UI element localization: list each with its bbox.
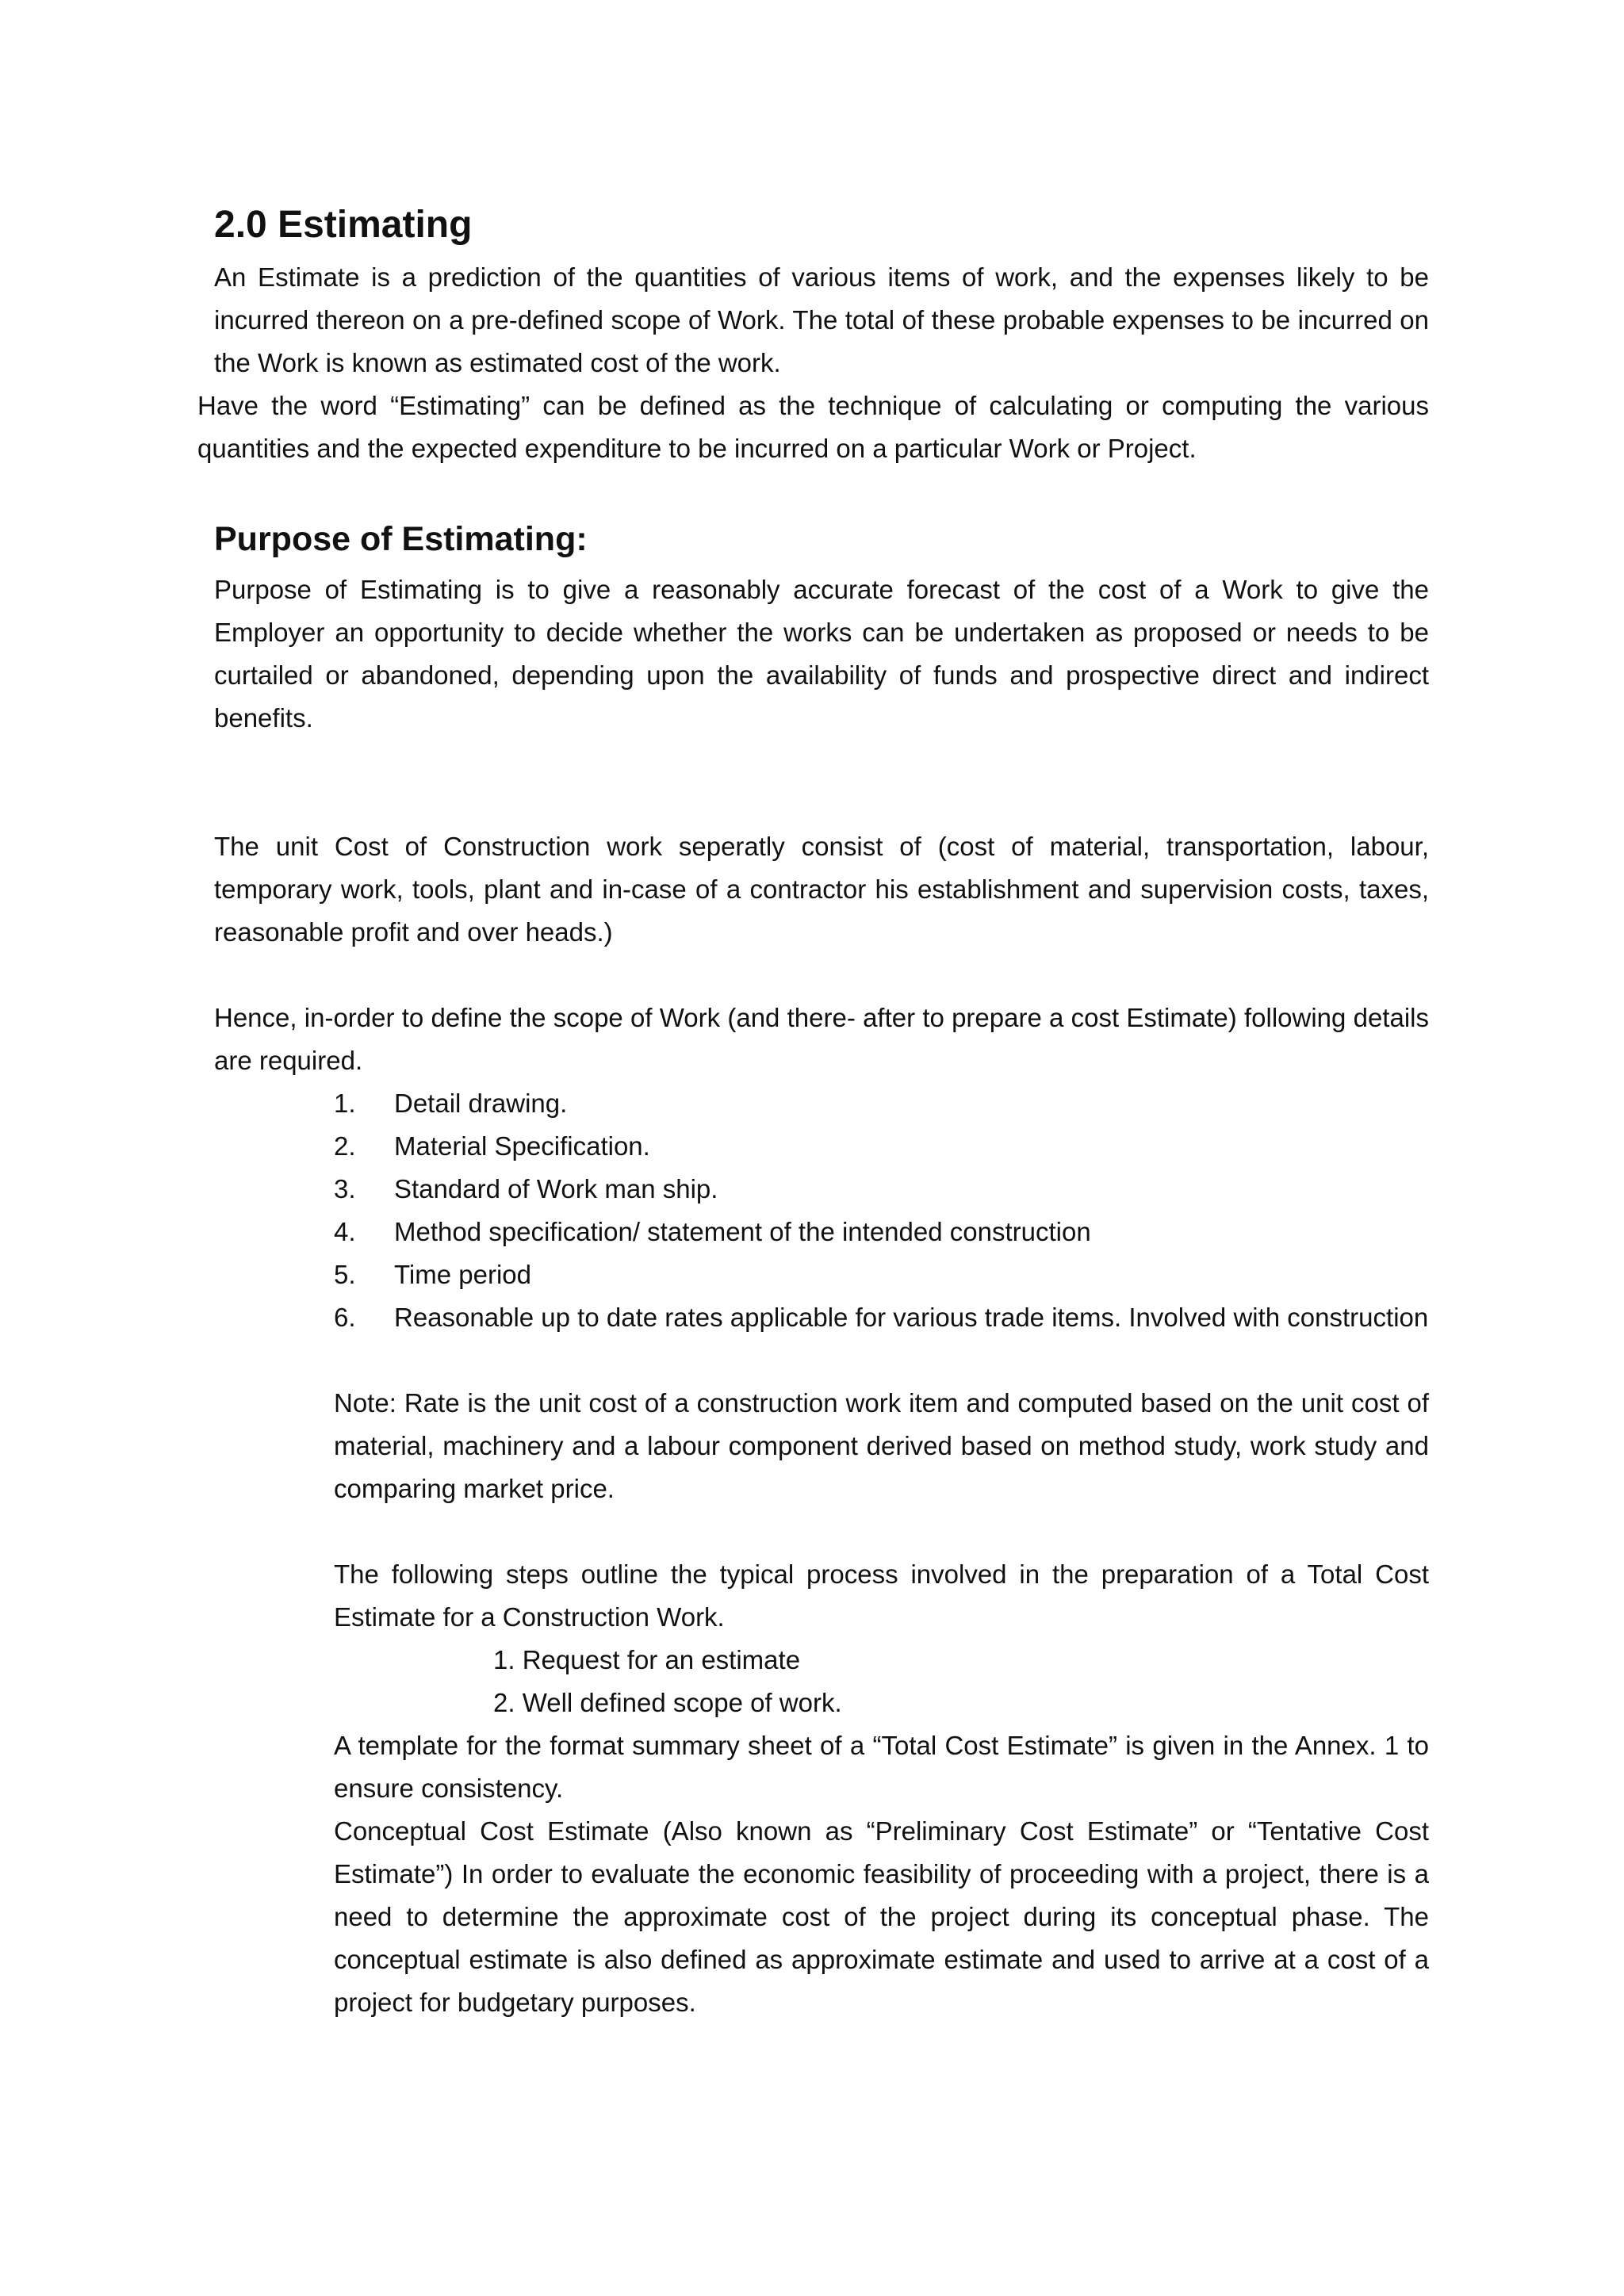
section-heading: 2.0 Estimating <box>214 204 473 246</box>
hence-paragraph: Hence, in-order to define the scope of Work (and there- after to prepare a cost Estimate) following details are required. <box>214 1003 1429 1075</box>
details-list <box>334 1082 1429 1339</box>
template-note-paragraph: A template for the format summary sheet of a “Total Cost Estimate” is given in the Annex. 1 to ensure consistency. <box>334 1731 1429 1803</box>
list-item-text: Detail drawing. <box>394 1089 568 1118</box>
list-item <box>334 1253 1429 1296</box>
definition-paragraph: Have the word “Estimating” can be defined as the technique of calculating or computing the various quantities and the expected expenditure to be incurred on a particular Work or Project. <box>197 391 1429 463</box>
purpose-paragraph: Purpose of Estimating is to give a reasonably accurate forecast of the cost of a Work to give the Employer an opportunity to decide whether the works can be undertaken as proposed or needs to be curtailed or abandoned, depending upon the availability of funds and prospective direct and indirect benefits. <box>214 575 1429 733</box>
list-item-text: Reasonable up to date rates applicable for various trade items. Involved with construction <box>394 1303 1429 1332</box>
list-item-text: Standard of Work man ship. <box>394 1174 718 1203</box>
list-item-text: Time period <box>394 1260 532 1289</box>
list-item <box>334 1168 1429 1211</box>
purpose-heading: Purpose of Estimating: <box>214 520 588 558</box>
list-item <box>334 1211 1429 1253</box>
steps-list <box>493 1639 842 1724</box>
steps-intro-paragraph: The following steps outline the typical process involved in the preparation of a Total Cost Estimate for a Construction Work. <box>334 1559 1429 1632</box>
list-item <box>334 1125 1429 1168</box>
list-item <box>334 1296 1429 1339</box>
list-item-number: 3. <box>334 1174 356 1203</box>
list-item-number: 6. <box>334 1303 356 1332</box>
step-item: 2. Well defined scope of work. <box>493 1688 842 1717</box>
list-item-number: 4. <box>334 1217 356 1246</box>
list-item <box>334 1082 1429 1125</box>
intro-paragraph: An Estimate is a prediction of the quantities of various items of work, and the expenses likely to be incurred thereon on a pre-defined scope of Work. The total of these probable expenses to be incurred on the Work is known as estimated cost of the work. <box>214 262 1429 377</box>
rate-note-paragraph: Note: Rate is the unit cost of a construction work item and computed based on the unit cost of material, machinery and a labour component derived based on method study, work study and comparing market price. <box>334 1388 1429 1503</box>
step-item: 1. Request for an estimate <box>493 1645 801 1674</box>
list-item-number: 5. <box>334 1260 356 1289</box>
list-item-text: Method specification/ statement of the intended construction <box>394 1217 1091 1246</box>
list-item-number: 2. <box>334 1131 356 1161</box>
conceptual-estimate-paragraph: Conceptual Cost Estimate (Also known as “Preliminary Cost Estimate” or “Tentative Cost Estimate”) In order to evaluate the economic feasibility of proceeding with a project, there is a need to determine the approximate cost of the project during its conceptual phase. The conceptual estimate is also defined as approximate estimate and used to arrive at a cost of a project for budgetary purposes. <box>334 1816 1429 2017</box>
unit-cost-paragraph: The unit Cost of Construction work seperatly consist of (cost of material, transportation, labour, temporary work, tools, plant and in-case of a contractor his establishment and supervision costs, taxes, reasonable profit and over heads.) <box>214 832 1429 947</box>
list-item-text: Material Specification. <box>394 1131 650 1161</box>
list-item-number: 1. <box>334 1089 356 1118</box>
